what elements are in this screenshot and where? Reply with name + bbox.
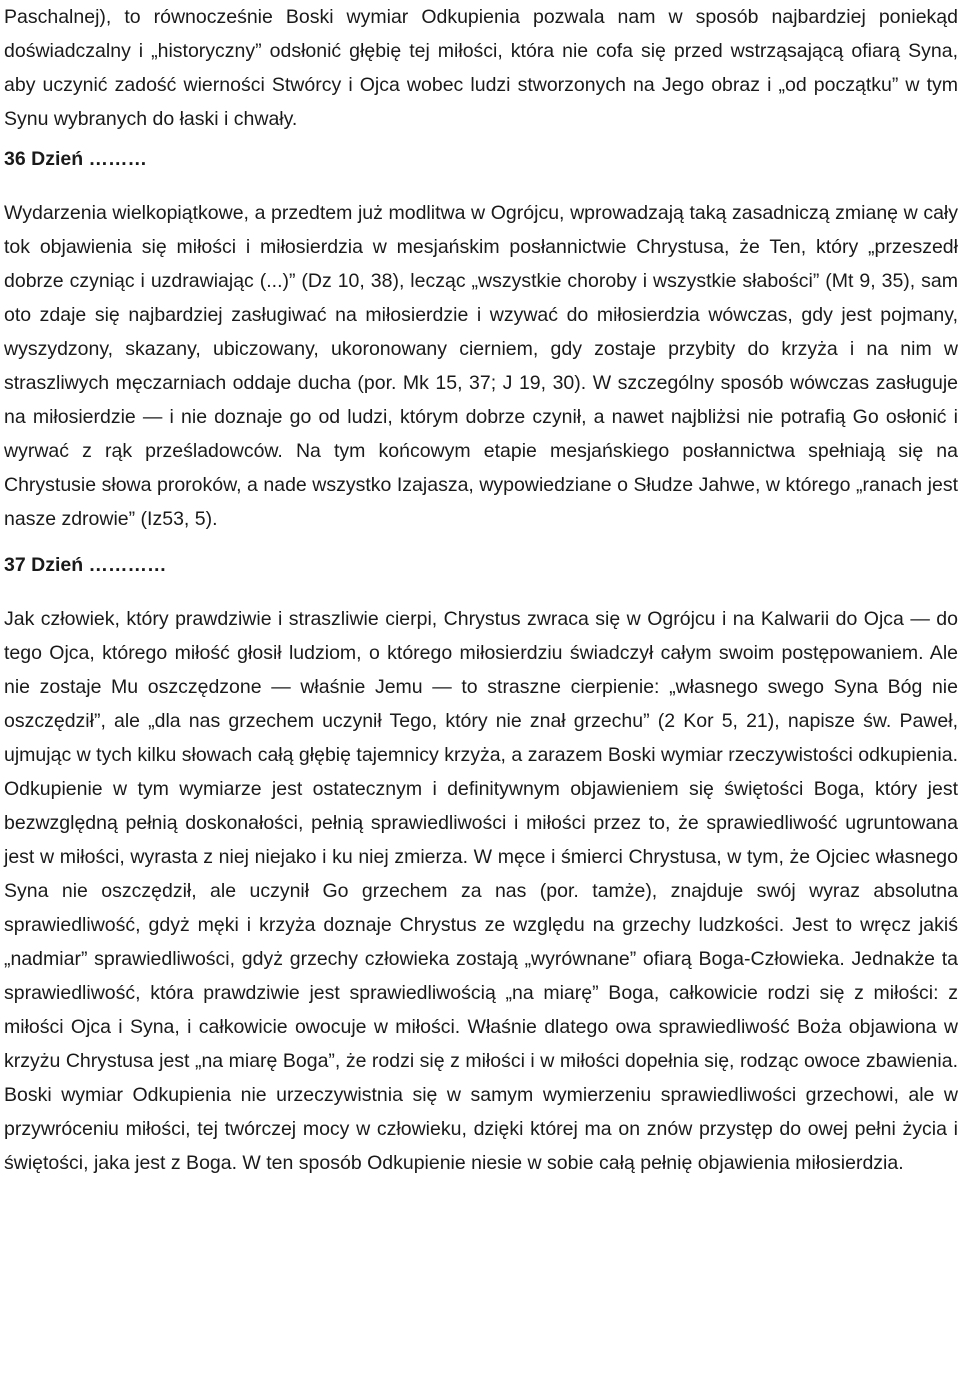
spacer [4, 176, 958, 196]
spacer [4, 582, 958, 602]
day-37-heading: 37 Dzień ………… [4, 554, 167, 576]
day-36-paragraph: Wydarzenia wielkopiątkowe, a przedtem już modlitwa w Ogrójcu, wprowadzają taką zasadniczą zmianę w cały tok objawienia się miłości i miłosierdzia w mesjańskim posłannictwie Chrystusa, że Ten, który „przeszedł dobrze czyniąc i uzdrawiając (...)” (Dz 10, 38), lecząc „wszystkie choroby i wszystkie słabości” (Mt 9, 35), sam oto zdaje się najbardziej zasługiwać na miłosierdzie i wzywać do miłosierdzia wówczas, gdy jest pojmany, wyszydzony, skazany, ubiczowany, ukoronowany cierniem, gdy zostaje przybity do krzyża i na nim w straszliwych męczarniach oddaje ducha (por. Mk 15, 37; J 19, 30). W szczególny sposób wówczas zasługuje na miłosierdzie — i nie doznaje go od ludzi, którym dobrze czynił, a nawet najbliżsi nie potrafią Go osłonić i wyrwać z rąk prześladowców. Na tym końcowym etapie mesjańskiego posłannictwa spełniają się na Chrystusie słowa proroków, a nade wszystko Izajasza, wypowiedziane o Słudze Jahwe, w którego „ranach jest nasze zdrowie” (Iz53, 5). [4, 202, 958, 530]
intro-paragraph: Paschalnej), to równocześnie Boski wymiar Odkupienia pozwala nam w sposób najbardziej poniekąd doświadczalny i „historyczny” odsłonić głębię tej miłości, która nie cofa się przed wstrząsającą ofiarą Syna, aby uczynić zadość wierności Stwórcy i Ojca wobec ludzi stworzonych na Jego obraz i „od początku” w tym Synu wybranych do łaski i chwały. [4, 6, 958, 130]
document-page [4, 0, 958, 1180]
day-36-heading: 36 Dzień ……… [4, 148, 148, 170]
day-37-paragraph: Jak człowiek, który prawdziwie i straszliwie cierpi, Chrystus zwraca się w Ogrójcu i na Kalwarii do Ojca — do tego Ojca, którego miłość głosił ludziom, o którego miłosierdziu świadczył całym swoim postępowaniem. Ale nie zostaje Mu oszczędzone — właśnie Jemu — to straszne cierpienie: „własnego swego Syna Bóg nie oszczędził”, ale „dla nas grzechem uczynił Tego, który nie znał grzechu” (2 Kor 5, 21), napisze św. Paweł, ujmując w tych kilku słowach całą głębię tajemnicy krzyża, a zarazem Boski wymiar rzeczywistości odkupienia. Odkupienie w tym wymiarze jest ostatecznym i definitywnym objawieniem się świętości Boga, który jest bezwzględną pełnią doskonałości, pełnią sprawiedliwości i miłości przez to, że sprawiedliwość ugruntowana jest w miłości, wyrasta z niej niejako i ku niej zmierza. W męce i śmierci Chrystusa, w tym, że Ojciec własnego Syna nie oszczędził, ale uczynił Go grzechem za nas (por. tamże), znajduje swój wyraz absolutna sprawiedliwość, gdyż męki i krzyża doznaje Chrystus ze względu na grzechy ludzkości. Jest to wręcz jakiś „nadmiar” sprawiedliwości, gdyż grzechy człowieka zostają „wyrównane” ofiarą Boga-Człowieka. Jednakże ta sprawiedliwość, która prawdziwie jest sprawiedliwością „na miarę” Boga, całkowicie rodzi się z miłości: z miłości Ojca i Syna, i całkowicie owocuje w miłości. Właśnie dlatego owa sprawiedliwość Boża objawiona w krzyżu Chrystusa jest „na miarę Boga”, że rodzi się z miłości i w miłości dopełnia się, rodząc owoce zbawienia. Boski wymiar Odkupienia nie urzeczywistnia się w samym wymierzeniu sprawiedliwości grzechowi, ale w przywróceniu miłości, tej twórczej mocy w człowieku, dzięki której ma on znów przystęp do owej pełni życia i świętości, jaka jest z Boga. W ten sposób Odkupienie niesie w sobie całą pełnię objawienia miłosierdzia. [4, 608, 958, 1174]
